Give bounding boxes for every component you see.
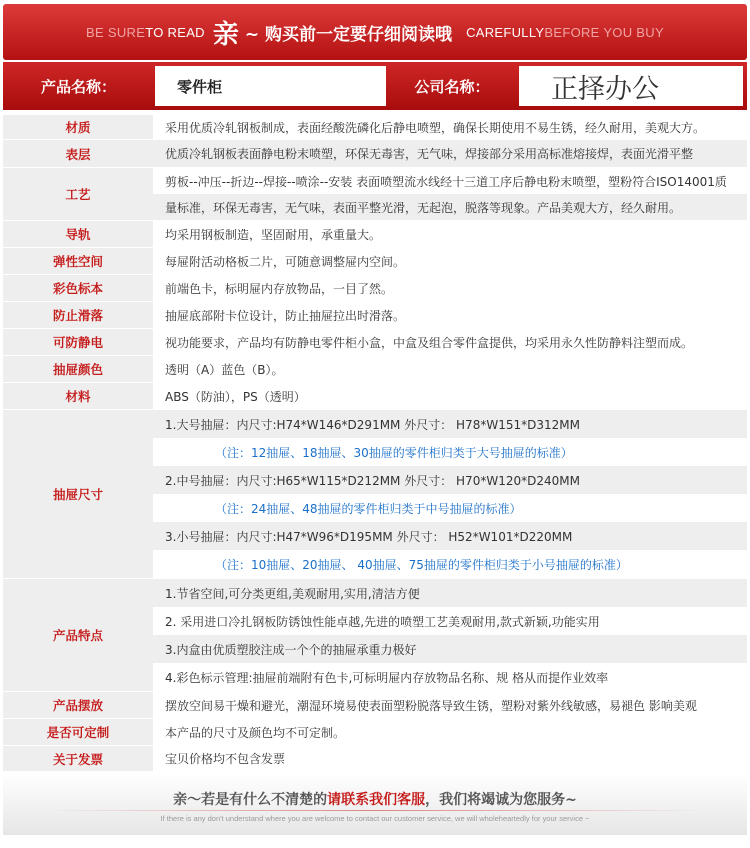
drawer-size-medium: 2.中号抽屉：内尺寸:H65*W115*D212MM 外尺寸： H70*W120*D240MM — [153, 466, 747, 494]
drawer-size-small-note: （注：10抽屉、20抽屉、 40抽屉、75抽屉的零件柜归类于小号抽屉的标准） — [215, 557, 628, 572]
product-name-label-cell — [3, 62, 154, 110]
row-label-rail: 导轨 — [3, 221, 153, 247]
product-name-label: 产品名称： — [40, 77, 116, 96]
row-label-drawer-size: 抽屉尺寸 — [3, 410, 153, 578]
footer-message-prefix: 亲～若是有什么不清楚的 — [173, 792, 328, 808]
drawer-size-medium-note: （注：24抽屉、48抽屉的零件柜归类于中号抽屉的标准） — [215, 501, 522, 516]
row-label-material: 材料 — [3, 383, 153, 409]
product-name-value-cell — [155, 66, 386, 106]
row-value-drawer-color: 透明（A）蓝色（B）。 — [165, 362, 284, 377]
drawer-size-large: 1.大号抽屉：内尺寸:H74*W146*D291MM 外尺寸： H78*W151*D312MM — [153, 410, 747, 438]
row-label-elastic-space: 弹性空间 — [3, 248, 153, 274]
banner-en-left: TO READ — [145, 24, 205, 40]
row-label-surface: 表层 — [3, 140, 153, 167]
company-name-value: 正择办公 — [551, 73, 659, 105]
footer-subtext: If there is any don't understand where you are welcome to contact our customer service, we will wholeheartedly for your service ~ — [160, 814, 590, 823]
drawer-size-small: 3.小号抽屉：内尺寸:H47*W96*D195MM 外尺寸： H52*W101*D220MM — [153, 522, 747, 550]
row-value-anti-slip: 抽屉底部附卡位设计，防止抽屉拉出时滑落。 — [165, 308, 406, 323]
row-label-features: 产品特点 — [3, 579, 153, 691]
feature-item: 3.内盒由优质塑胶注成一个个的抽屉承重力极好 — [153, 635, 747, 663]
row-label-drawer-color: 抽屉颜色 — [3, 356, 153, 382]
banner-en-right-fade: BEFORE YOU BUY — [544, 24, 664, 40]
row-label-customizable: 是否可定制 — [3, 719, 153, 745]
banner-title: ~ 购买前一定要仔细阅读哦 — [244, 24, 453, 45]
spec-table — [3, 111, 747, 771]
feature-item: 2. 采用进口冷扎钢板防锈蚀性能卓越,先进的喷塑工艺美观耐用,款式新颖,功能实用 — [165, 614, 600, 629]
row-value-surface: 优质冷轧钢板表面静电粉末喷塑，环保无毒害，无气味，焊接部分采用高标准熔接焊，表面光滑平整 — [153, 140, 747, 167]
row-value-craft-line1: 剪板--冲压--折边--焊接--喷涂--安装 表面喷塑流水线经十三道工序后静电粉末喷塑，塑粉符合ISO14001质 — [165, 174, 727, 189]
footer-divider — [43, 810, 707, 811]
feature-item: 4.彩色标示管理:抽屉前端附有色卡,可标明屉内存放物品名称、规 格从而提作业效率 — [165, 670, 609, 685]
row-value-elastic-space: 每屉附活动格板二片，可随意调整屉内空间。 — [165, 254, 406, 269]
row-label-placement: 产品摆放 — [3, 692, 153, 718]
footer-message-emphasis: 请联系我们客服 — [327, 792, 426, 808]
row-value-material: ABS（防油），PS（透明） — [165, 389, 306, 404]
company-name-label: 公司名称： — [414, 77, 490, 96]
row-label-anti-slip: 防止滑落 — [3, 302, 153, 328]
row-label-material-quality: 材质 — [3, 115, 153, 139]
row-label-craft: 工艺 — [3, 168, 153, 220]
row-label-invoice: 关于发票 — [3, 746, 153, 771]
banner-en-left-fade: BE SURE — [86, 24, 146, 40]
row-value-craft-line2: 量标准，环保无毒害，无气味，表面平整光滑，无起泡，脱落等现象。产品美观大方，经久耐用。 — [153, 194, 747, 220]
company-name-label-cell — [386, 62, 518, 110]
row-label-anti-static: 可防静电 — [3, 329, 153, 355]
feature-item: 1.节省空间,可分类更组,美观耐用,实用,清洁方便 — [153, 579, 747, 607]
row-value-color-label: 前端色卡，标明屉内存放物品，一目了然。 — [165, 281, 394, 296]
footer-message — [3, 789, 747, 809]
notice-banner — [3, 4, 747, 60]
banner-qin: 亲 — [212, 19, 239, 50]
row-value-rail: 均采用钢板制造，坚固耐用，承重量大。 — [165, 227, 382, 242]
drawer-size-large-note: （注：12抽屉、18抽屉、30抽屉的零件柜归类于大号抽屉的标准） — [215, 445, 573, 460]
banner-en-right: CAREFULLY — [466, 24, 545, 40]
row-value-customizable: 本产品的尺寸及颜色均不可定制。 — [165, 725, 346, 740]
footer-message-suffix: ，我们将竭诚为您服务~ — [425, 792, 577, 808]
row-value-anti-static: 视功能要求，产品均有防静电零件柜小盒，中盒及组合零件盒提供，均采用永久性防静料注塑而成。 — [165, 335, 694, 350]
row-value-material-quality: 采用优质冷轧钢板制成，表面经酸洗磷化后静电喷塑，确保长期使用不易生锈，经久耐用，美观大方。 — [165, 120, 706, 135]
row-value-placement: 摆放空间易干燥和避光，潮湿环境易使表面塑粉脱落导致生锈，塑粉对紫外线敏感，易褪色 影响美观 — [165, 698, 697, 713]
product-header-row — [3, 62, 747, 110]
contact-footer — [3, 773, 747, 835]
row-label-color-label: 彩色标本 — [3, 275, 153, 301]
product-name-value: 零件柜 — [177, 77, 223, 96]
row-value-invoice: 宝贝价格均不包含发票 — [165, 752, 286, 766]
company-name-value-cell — [519, 66, 743, 106]
